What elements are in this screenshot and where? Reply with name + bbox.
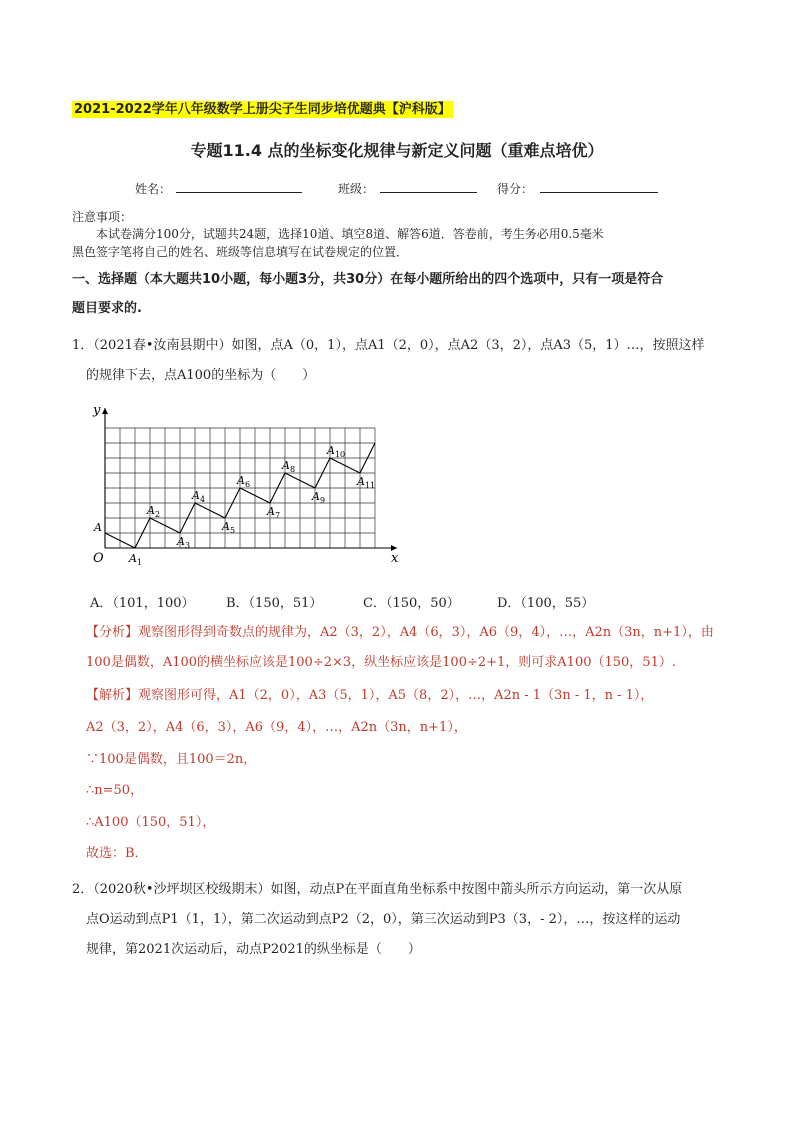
point-label: $A_{10}$ bbox=[327, 444, 346, 459]
score-underline bbox=[540, 192, 658, 193]
solution-text: A2（3，2），A4（6，3），A6（9，4），…，A2n（3n，n+1）， bbox=[86, 720, 467, 735]
point-label: $A_4$ bbox=[192, 489, 206, 504]
series-banner: 2021-2022学年八年级数学上册尖子生同步培优题典【沪科版】 bbox=[74, 102, 451, 117]
option-b[interactable]: B．（150，51） bbox=[226, 596, 323, 611]
question-2-stem: 2．（2020秋•沙坪坝区校级期末）如图，动点P在平面直角坐标系中按图中箭头所示方向运动，第一次从原 bbox=[72, 882, 683, 897]
point-label: $A_8$ bbox=[282, 459, 296, 474]
point-label: $A_{11}$ bbox=[357, 475, 376, 490]
section-heading-cont: 题目要求的. bbox=[72, 301, 142, 316]
solution-text: 【解析】观察图形可得，A1（2，0），A3（5，1），A5（8，2），…，A2n - 1（3n - 1，n - 1）， bbox=[86, 688, 654, 703]
notes-line: 黑色签字笔将自己的姓名、班级等信息填写在试卷规定的位置． bbox=[72, 245, 409, 259]
point-label: $A_5$ bbox=[222, 520, 236, 535]
notes-line: 本试卷满分100分，试题共24题，选择10道、填空8道、解答6道．答卷前，考生务必用0.5毫米 bbox=[96, 227, 604, 241]
option-a[interactable]: A．（101，100） bbox=[90, 596, 195, 611]
point-label: A bbox=[94, 521, 102, 534]
coordinate-grid-figure bbox=[90, 394, 420, 574]
score-label: 得分： bbox=[497, 182, 534, 196]
point-label: $A_3$ bbox=[177, 535, 191, 550]
point-label: $A_9$ bbox=[312, 490, 326, 505]
y-axis-label: y bbox=[93, 403, 101, 418]
solution-answer: 故选：B． bbox=[86, 846, 148, 861]
point-label: $A_6$ bbox=[237, 474, 251, 489]
solution-text: ∴n=50， bbox=[86, 783, 144, 798]
solution-text: ∵100是偶数，且100＝2n， bbox=[86, 752, 257, 767]
class-underline bbox=[380, 192, 477, 193]
question-2-stem-cont: 规律，第2021次运动后，动点P2021的纵坐标是（ ） bbox=[86, 942, 421, 957]
page-title: 专题11.4 点的坐标变化规律与新定义问题（重难点培优） bbox=[190, 141, 604, 160]
x-axis-label: x bbox=[391, 551, 399, 566]
point-label: $A_7$ bbox=[267, 505, 281, 520]
question-2-stem-cont: 点O运动到点P1（1，1），第二次运动到点P2（2，0），第三次运动到P3（3，- 2），…，按这样的运动 bbox=[86, 912, 681, 927]
question-1-stem-cont: 的规律下去，点A100的坐标为（ ） bbox=[86, 368, 316, 383]
point-label: $A_1$ bbox=[129, 552, 143, 567]
y-axis-arrow bbox=[102, 408, 108, 414]
class-label: 班级： bbox=[338, 182, 375, 196]
option-c[interactable]: C．（150，50） bbox=[363, 596, 460, 611]
section-heading: 一、选择题（本大题共10小题，每小题3分，共30分）在每小题所给出的四个选项中，只有一项是符合 bbox=[72, 272, 664, 287]
name-label: 姓名： bbox=[135, 182, 172, 196]
analysis-text-cont: 100是偶数，A100的横坐标应该是100÷2×3，纵坐标应该是100÷2+1，则可求A100（150，51）. bbox=[86, 655, 676, 670]
name-underline bbox=[176, 192, 302, 193]
analysis-text: 【分析】观察图形得到奇数点的规律为，A2（3，2），A4（6，3），A6（9，4），…，A2n（3n，n+1），由 bbox=[86, 625, 714, 640]
question-1-stem: 1．（2021春•汝南县期中）如图，点A（0，1），点A1（2，0），点A2（3，2），点A3（5，1）…，按照这样 bbox=[72, 338, 705, 353]
solution-text: ∴A100（150，51）， bbox=[86, 815, 216, 830]
origin-label: O bbox=[93, 551, 104, 566]
option-d[interactable]: D．（100，55） bbox=[497, 596, 595, 611]
notes-heading: 注意事项： bbox=[72, 210, 133, 224]
point-label: $A_2$ bbox=[147, 504, 161, 519]
